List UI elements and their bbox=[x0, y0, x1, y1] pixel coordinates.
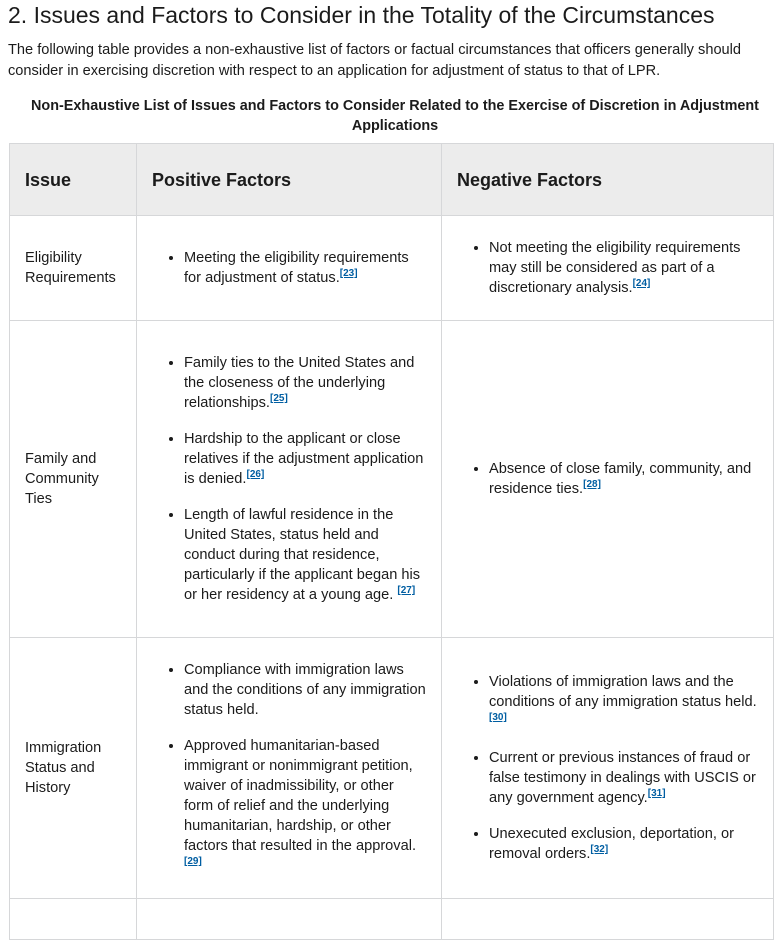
table-row bbox=[10, 216, 774, 321]
footnote-link[interactable]: [26] bbox=[246, 469, 265, 481]
footnote-link[interactable]: [29] bbox=[184, 856, 202, 868]
positive-factor-list bbox=[152, 353, 426, 605]
positive-cell bbox=[137, 638, 442, 899]
table-row bbox=[10, 321, 774, 638]
header-negative-factors: Negative Factors bbox=[442, 144, 774, 216]
factor-text: Compliance with immigration laws and the conditions of any immigration status held. bbox=[184, 662, 426, 718]
table-caption: Non-Exhaustive List of Issues and Factors to Consider Related to the Exercise of Discretion in Adjustment Applications bbox=[31, 98, 759, 134]
factor-text: Unexecuted exclusion, deportation, or removal orders. bbox=[489, 826, 735, 862]
section-title: 2. Issues and Factors to Consider in the Totality of the Circumstances bbox=[8, 2, 715, 28]
factor-item bbox=[184, 248, 426, 288]
negative-factor-list bbox=[457, 459, 758, 499]
factor-text: Absence of close family, community, and residence ties. bbox=[489, 461, 752, 497]
footnote-link[interactable]: [30] bbox=[489, 712, 507, 724]
footnote-link[interactable]: [25] bbox=[270, 393, 288, 405]
factor-text: Approved humanitarian-based immigrant or nonimmigrant petition, waiver of inadmissibility, or other form of relief and the underlying humanitarian, hardship, or other factors that resulted in the approval. bbox=[184, 738, 417, 854]
negative-cell bbox=[442, 321, 774, 638]
factor-text: Violations of immigration laws and the conditions of any immigration status held. bbox=[489, 674, 757, 710]
factor-item bbox=[184, 505, 426, 605]
negative-factor-list bbox=[457, 238, 758, 298]
factors-table bbox=[9, 143, 774, 940]
table-row bbox=[10, 638, 774, 899]
footnote-link[interactable]: [24] bbox=[632, 278, 651, 290]
factor-text: Length of lawful residence in the United States, status held and conduct during that residence, particularly if the applicant began his or her residency at a young age. bbox=[184, 507, 421, 603]
factor-item bbox=[184, 429, 426, 489]
header-issue: Issue bbox=[10, 144, 137, 216]
footnote-link[interactable]: [23] bbox=[339, 268, 358, 280]
factor-text: Current or previous instances of fraud or false testimony in dealings with USCIS or any government agency. bbox=[489, 750, 756, 806]
positive-cell bbox=[137, 216, 442, 321]
issue-cell bbox=[10, 899, 137, 940]
footnote-link[interactable]: [28] bbox=[583, 479, 601, 491]
factor-item bbox=[489, 672, 758, 732]
table-header-row bbox=[10, 144, 774, 216]
footnote-link[interactable]: [31] bbox=[647, 788, 666, 800]
footnote-link[interactable]: [27] bbox=[397, 585, 416, 597]
issue-cell: Family and Community Ties bbox=[10, 321, 137, 638]
issue-cell: Immigration Status and History bbox=[10, 638, 137, 899]
intro-paragraph: The following table provides a non-exhaustive list of factors or factual circumstances that officers generally should consider in exercising discretion with respect to an application for adjustment of status to that of LPR. bbox=[8, 42, 742, 79]
factor-text: Family ties to the United States and the closeness of the underlying relationships. bbox=[184, 355, 415, 411]
negative-cell bbox=[442, 216, 774, 321]
positive-factor-list bbox=[152, 660, 426, 876]
factor-item bbox=[184, 660, 426, 720]
positive-cell bbox=[137, 321, 442, 638]
issue-cell: Eligibility Requirements bbox=[10, 216, 137, 321]
positive-cell bbox=[137, 899, 442, 940]
factor-item bbox=[489, 459, 758, 499]
factor-item bbox=[184, 353, 426, 413]
negative-cell bbox=[442, 638, 774, 899]
factor-text: Hardship to the applicant or close relatives if the adjustment application is denied. bbox=[184, 431, 424, 487]
factor-item bbox=[489, 824, 758, 864]
positive-factor-list bbox=[152, 248, 426, 288]
footnote-link[interactable]: [32] bbox=[590, 844, 609, 856]
factor-item bbox=[184, 736, 426, 876]
factor-item bbox=[489, 748, 758, 808]
table-row bbox=[10, 899, 774, 940]
header-positive-factors: Positive Factors bbox=[137, 144, 442, 216]
negative-cell bbox=[442, 899, 774, 940]
factor-item bbox=[489, 238, 758, 298]
negative-factor-list bbox=[457, 672, 758, 864]
factor-text: Meeting the eligibility requirements for adjustment of status. bbox=[184, 250, 409, 286]
factor-text: Not meeting the eligibility requirements may still be considered as part of a discretionary analysis. bbox=[489, 240, 741, 296]
